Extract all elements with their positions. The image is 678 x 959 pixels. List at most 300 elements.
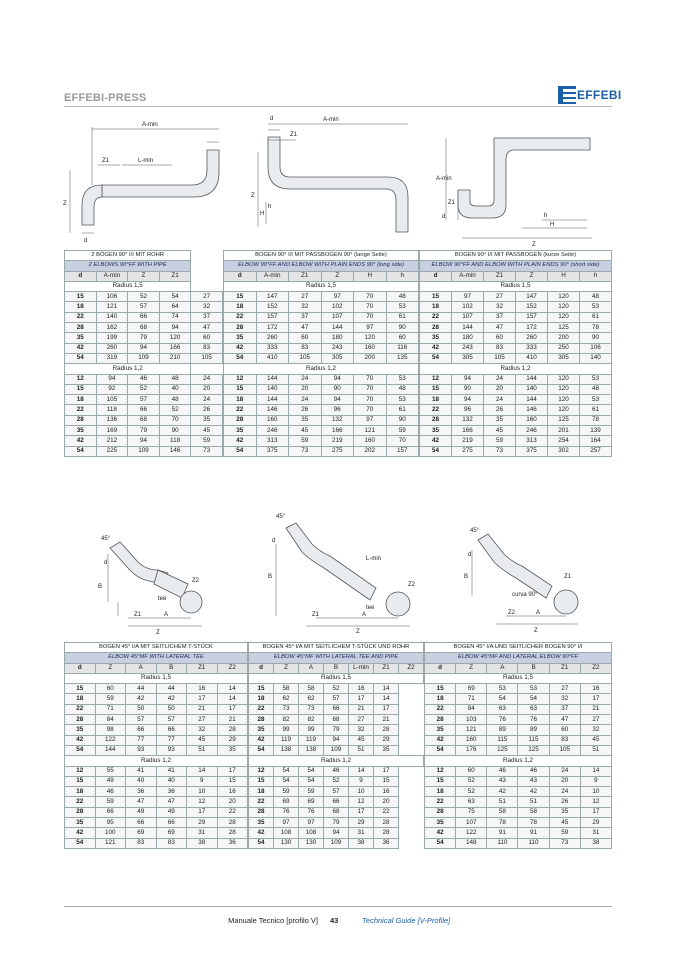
table-cell: 243 — [452, 343, 484, 353]
table-cell: 15 — [65, 684, 96, 694]
radius-row — [224, 364, 419, 374]
table-cell: 70 — [354, 292, 387, 302]
table-cell: 12 — [349, 797, 374, 807]
table-cell: 12 — [580, 797, 611, 807]
table-cell: 18 — [65, 694, 96, 704]
table-cell: 144 — [256, 374, 289, 384]
label-z: Z — [534, 628, 538, 634]
table-cell: 29 — [349, 818, 374, 828]
table-cell: 54 — [65, 353, 97, 363]
table-cell: 109 — [128, 353, 160, 363]
table-title-row — [65, 643, 248, 653]
table-cell: 20 — [549, 776, 580, 786]
table-cell: 22 — [65, 797, 96, 807]
table-cell: 116 — [386, 343, 419, 353]
table-cell: 89 — [518, 725, 549, 735]
table-cell: 162 — [96, 323, 128, 333]
table-cell: 121 — [354, 426, 387, 436]
label-z1: Z1 — [564, 574, 572, 580]
table-row — [65, 323, 223, 333]
table-header-row — [420, 271, 612, 281]
table-cell: 66 — [128, 405, 160, 415]
table-cell: 24 — [484, 374, 516, 384]
table-cell: 98 — [95, 725, 126, 735]
table-cell: 136 — [96, 415, 128, 425]
table-cell: 59 — [95, 797, 126, 807]
column-header: B — [156, 663, 187, 673]
table-cell: 121 — [95, 838, 126, 848]
table-cell: 48 — [580, 384, 612, 394]
table-cell: 35 — [65, 725, 96, 735]
table-cell: 35 — [425, 725, 456, 735]
table-cell: 160 — [456, 735, 487, 745]
table-row — [65, 797, 248, 807]
table-cell: 132 — [321, 415, 354, 425]
table-cell: 225 — [96, 446, 128, 456]
table-cell: 32 — [484, 302, 516, 312]
table-cell: 201 — [548, 426, 580, 436]
table-cell: 257 — [580, 446, 612, 456]
table-cell: 73 — [191, 446, 223, 456]
table-cell: 15 — [420, 384, 452, 394]
table-cell: 27 — [580, 715, 611, 725]
table-row — [425, 715, 612, 725]
table-cell: 51 — [518, 797, 549, 807]
table-row — [65, 292, 223, 302]
table-row — [420, 415, 612, 425]
table-row — [425, 684, 612, 694]
table-row — [420, 426, 612, 436]
table-row — [65, 838, 248, 848]
table-cell: 59 — [191, 436, 223, 446]
column-header: A — [487, 663, 518, 673]
table-cell: 95 — [95, 818, 126, 828]
table-cell: 90 — [452, 384, 484, 394]
table-cell: 69 — [126, 828, 157, 838]
table-cell: 57 — [128, 395, 160, 405]
table-cell: 58 — [487, 807, 518, 817]
table-cell: 54 — [65, 446, 97, 456]
table-cell: 22 — [425, 797, 456, 807]
table-cell: 20 — [289, 384, 322, 394]
table-cell: 22 — [425, 704, 456, 714]
table-cell: 91 — [518, 828, 549, 838]
table-cell: 28 — [249, 807, 274, 817]
table-cell: 54 — [65, 838, 96, 848]
table-cell: 32 — [187, 725, 218, 735]
label-z2: Z2 — [408, 582, 416, 588]
diagram-45-lateral-tee — [88, 518, 218, 636]
table-cell: 28 — [217, 725, 248, 735]
table-cell: 37 — [191, 312, 223, 322]
table-cell: 63 — [487, 704, 518, 714]
table-cell: 109 — [324, 745, 349, 755]
radius-label: Radius 1,5 — [420, 281, 612, 291]
table-cell: 76 — [299, 807, 324, 817]
table-header-row — [249, 663, 424, 673]
table-cell: 200 — [354, 353, 387, 363]
table-cell: 18 — [420, 395, 452, 405]
table-row — [249, 828, 424, 838]
table-cell: 63 — [518, 704, 549, 714]
table-cell: 125 — [518, 745, 549, 755]
table-cell: 61 — [386, 312, 419, 322]
table-cell: 24 — [549, 766, 580, 776]
table-cell: 35 — [224, 426, 257, 436]
table-cell: 118 — [96, 405, 128, 415]
table-cell: 73 — [289, 446, 322, 456]
table-cell: 41 — [156, 766, 187, 776]
table-title: BOGEN 45° I/A MIT SEITLICHEM T-STÜCK — [65, 643, 248, 653]
radius-row — [224, 281, 419, 291]
table-cell: 15 — [374, 776, 399, 786]
table-cell: 83 — [191, 343, 223, 353]
table-cell: 74 — [159, 312, 191, 322]
table-cell: 54 — [274, 776, 299, 786]
table-cell: 27 — [349, 715, 374, 725]
table-cell: 29 — [187, 818, 218, 828]
table-cell: 75 — [456, 807, 487, 817]
table-cell: 28 — [425, 807, 456, 817]
table-cell: 16 — [217, 787, 248, 797]
table-cell: 109 — [128, 446, 160, 456]
table-cell: 28 — [224, 415, 257, 425]
table-cell: 36 — [126, 787, 157, 797]
table-cell: 94 — [159, 323, 191, 333]
label-b: B — [464, 574, 469, 580]
table-cell: 17 — [580, 694, 611, 704]
table-subtitle: ELBOW 45°MF WITH LATERAL TEE — [65, 653, 248, 663]
table-cell: 27 — [549, 684, 580, 694]
table-cell: 73 — [549, 838, 580, 848]
table-cell: 70 — [354, 374, 387, 384]
table-cell: 100 — [95, 828, 126, 838]
radius-row — [425, 673, 612, 683]
table-row — [65, 787, 248, 797]
table-cell: 42 — [224, 343, 257, 353]
table-cell: 28 — [374, 818, 399, 828]
table-cell: 35 — [420, 426, 452, 436]
table-subtitle-row — [65, 261, 223, 271]
table-row — [420, 292, 612, 302]
table-cell: 49 — [95, 776, 126, 786]
table-cell: 42 — [126, 694, 157, 704]
table-cell: 12 — [65, 374, 97, 384]
table-cell: 42 — [425, 828, 456, 838]
table-cell: 97 — [354, 415, 387, 425]
table-cell: 147 — [256, 292, 289, 302]
table-row — [65, 704, 248, 714]
table-cell: 83 — [156, 838, 187, 848]
table-cell: 108 — [274, 828, 299, 838]
table-row — [420, 333, 612, 343]
table-cell: 27 — [187, 715, 218, 725]
table-row — [249, 704, 424, 714]
table-cell: 54 — [518, 694, 549, 704]
table-cell: 146 — [516, 405, 548, 415]
table-cell: 140 — [256, 384, 289, 394]
table-cell: 27 — [484, 292, 516, 302]
table-cell: 9 — [349, 776, 374, 786]
table-cell: 15 — [224, 384, 257, 394]
table-row — [65, 715, 248, 725]
table-2-elbows-with-pipe — [64, 250, 223, 457]
table-cell: 52 — [456, 787, 487, 797]
table-row — [249, 838, 424, 848]
table-cell: 115 — [518, 735, 549, 745]
table-cell: 42 — [65, 343, 97, 353]
table-cell: 91 — [487, 828, 518, 838]
table-cell: 94 — [128, 343, 160, 353]
table-cell: 119 — [274, 735, 299, 745]
column-header: Z — [321, 271, 354, 281]
table-row — [420, 405, 612, 415]
table-subtitle-row — [420, 261, 612, 271]
table-cell: 28 — [425, 715, 456, 725]
table-cell: 275 — [321, 446, 354, 456]
table-cell: 22 — [420, 405, 452, 415]
table-cell: 107 — [452, 312, 484, 322]
table-cell: 46 — [324, 766, 349, 776]
table-row — [65, 302, 223, 312]
table-cell: 54 — [65, 745, 96, 755]
table-cell: 18 — [224, 395, 257, 405]
table-cell: 31 — [580, 828, 611, 838]
table-cell: 54 — [487, 694, 518, 704]
table-cell: 94 — [452, 395, 484, 405]
table-cell: 107 — [456, 818, 487, 828]
table-cell: 12 — [65, 766, 96, 776]
table-cell: 79 — [324, 725, 349, 735]
table-cell: 160 — [354, 343, 387, 353]
column-header: d — [65, 271, 97, 281]
table-cell: 144 — [452, 323, 484, 333]
table-cell: 44 — [156, 684, 187, 694]
radius-label: Radius 1,2 — [65, 756, 248, 766]
table-row — [425, 818, 612, 828]
table-cell: 63 — [456, 797, 487, 807]
table-row — [224, 323, 419, 333]
page-number: 43 — [330, 916, 339, 925]
table-cell: 66 — [324, 704, 349, 714]
column-header: h — [580, 271, 612, 281]
table-cell: 22 — [65, 704, 96, 714]
table-cell: 24 — [549, 787, 580, 797]
column-header: Z2 — [217, 663, 248, 673]
table-cell: 157 — [256, 312, 289, 322]
table-cell: 121 — [456, 725, 487, 735]
radius-label: Radius 1,2 — [425, 756, 612, 766]
table-cell: 53 — [386, 374, 419, 384]
table-cell: 66 — [156, 818, 187, 828]
table-row — [65, 426, 223, 436]
table-cell: 60 — [191, 333, 223, 343]
table-cell: 22 — [217, 807, 248, 817]
table-cell: 52 — [324, 684, 349, 694]
table-row — [425, 725, 612, 735]
radius-label: Radius 1,5 — [425, 673, 612, 683]
column-header: A-min — [256, 271, 289, 281]
table-cell: 59 — [95, 694, 126, 704]
label-angle: 45° — [470, 528, 480, 534]
table-cell: 32 — [191, 302, 223, 312]
label-h-upper: H — [550, 222, 555, 228]
table-cell: 14 — [217, 684, 248, 694]
table-row — [420, 446, 612, 456]
table-cell: 47 — [126, 797, 157, 807]
table-cell: 16 — [580, 684, 611, 694]
table-cell: 53 — [487, 684, 518, 694]
table-cell: 45 — [349, 735, 374, 745]
footer-right-text: Technical Guide [V-Profile] — [362, 916, 451, 925]
table-cell: 148 — [456, 838, 487, 848]
table-cell: 18 — [425, 787, 456, 797]
table-cell: 42 — [420, 343, 452, 353]
table-row — [65, 312, 223, 322]
table-cell: 90 — [386, 323, 419, 333]
table-row — [420, 395, 612, 405]
table-cell: 12 — [187, 797, 218, 807]
diagram-45-lateral-elbow — [456, 516, 596, 634]
column-header: d — [420, 271, 452, 281]
column-header: Z — [516, 271, 548, 281]
table-row — [420, 312, 612, 322]
table-row — [249, 715, 424, 725]
table-cell: 54 — [299, 766, 324, 776]
column-header: A — [126, 663, 157, 673]
table-cell: 16 — [374, 787, 399, 797]
table-cell: 92 — [96, 384, 128, 394]
table-cell: 53 — [580, 302, 612, 312]
table-cell: 42 — [518, 787, 549, 797]
table-title: BOGEN 45° I/A MIT SEITLICHEM T-STÜCK UND ROHR — [249, 643, 424, 653]
table-cell: 46 — [128, 374, 160, 384]
column-header: Z1 — [159, 271, 191, 281]
table-subtitle: ELBOW 90°FF AND ELBOW WITH PLAIN ENDS 90° (short side) — [420, 261, 612, 271]
table-cell: 52 — [324, 776, 349, 786]
table-cell: 120 — [548, 374, 580, 384]
table-cell: 90 — [386, 415, 419, 425]
table-subtitle-row — [65, 653, 248, 663]
table-row — [224, 446, 419, 456]
table-cell: 18 — [65, 787, 96, 797]
table-cell: 47 — [156, 797, 187, 807]
table-cell: 59 — [274, 787, 299, 797]
label-a: A — [362, 612, 367, 618]
table-cell: 54 — [224, 446, 257, 456]
table-cell: 53 — [386, 302, 419, 312]
table-row — [65, 694, 248, 704]
table-cell: 52 — [128, 384, 160, 394]
table-cell: 53 — [386, 395, 419, 405]
column-header: Z1 — [187, 663, 218, 673]
label-z1: Z1 — [290, 132, 298, 138]
table-row — [425, 797, 612, 807]
table-cell: 35 — [425, 818, 456, 828]
table-row — [249, 745, 424, 755]
table-cell: 62 — [299, 694, 324, 704]
table-row — [249, 735, 424, 745]
table-cell: 35 — [289, 415, 322, 425]
table-cell: 26 — [289, 405, 322, 415]
table-cell: 70 — [354, 312, 387, 322]
table-cell: 246 — [516, 426, 548, 436]
table-cell: 97 — [452, 292, 484, 302]
table-cell: 54 — [420, 353, 452, 363]
table-cell: 94 — [321, 395, 354, 405]
table-row — [224, 415, 419, 425]
table-cell: 42 — [420, 436, 452, 446]
table-cell: 78 — [518, 818, 549, 828]
table-cell: 130 — [274, 838, 299, 848]
table-cell: 29 — [374, 735, 399, 745]
table-cell: 97 — [321, 292, 354, 302]
table-cell: 176 — [456, 745, 487, 755]
table-cell: 32 — [549, 694, 580, 704]
table-cell: 28 — [374, 725, 399, 735]
label-angle: 45° — [101, 536, 111, 542]
radius-row — [249, 673, 424, 683]
table-cell: 160 — [354, 436, 387, 446]
column-header: Z1 — [484, 271, 516, 281]
table-row — [65, 776, 248, 786]
column-header: A — [299, 663, 324, 673]
table-cell: 120 — [548, 312, 580, 322]
table-cell: 58 — [299, 684, 324, 694]
table-row — [65, 684, 248, 694]
table-cell: 410 — [516, 353, 548, 363]
table-cell: 52 — [128, 292, 160, 302]
table-row — [420, 302, 612, 312]
table-cell: 102 — [321, 302, 354, 312]
table-cell: 146 — [159, 446, 191, 456]
table-row — [65, 446, 223, 456]
table-cell: 17 — [349, 807, 374, 817]
table-cell: 147 — [516, 292, 548, 302]
table-cell: 32 — [349, 725, 374, 735]
table-cell: 61 — [580, 405, 612, 415]
table-row — [65, 395, 223, 405]
table-cell: 54 — [159, 292, 191, 302]
label-h-lower: h — [268, 204, 272, 210]
label-curva: curva 90° — [512, 592, 538, 598]
table-cell: 28 — [249, 715, 274, 725]
footer-divider — [64, 906, 612, 907]
table-cell: 47 — [191, 323, 223, 333]
table-cell: 14 — [349, 766, 374, 776]
table-cell: 17 — [349, 694, 374, 704]
table-cell: 125 — [548, 415, 580, 425]
table-cell: 18 — [65, 302, 97, 312]
table-cell: 140 — [96, 312, 128, 322]
table-cell: 62 — [274, 694, 299, 704]
label-z1: Z1 — [134, 612, 142, 618]
table-cell: 12 — [249, 766, 274, 776]
table-row — [249, 694, 424, 704]
table-title: 2 BÖGEN 90° I/I MIT ROHR — [65, 251, 191, 261]
table-row — [420, 343, 612, 353]
table-cell: 18 — [425, 694, 456, 704]
table-cell: 319 — [96, 353, 128, 363]
label-tee: tee — [366, 605, 375, 611]
table-row — [65, 807, 248, 817]
table-cell: 69 — [299, 797, 324, 807]
column-header: Z1 — [289, 271, 322, 281]
radius-row — [65, 281, 223, 291]
table-cell: 45 — [549, 818, 580, 828]
table-cell: 120 — [548, 302, 580, 312]
table-cell: 35 — [420, 333, 452, 343]
